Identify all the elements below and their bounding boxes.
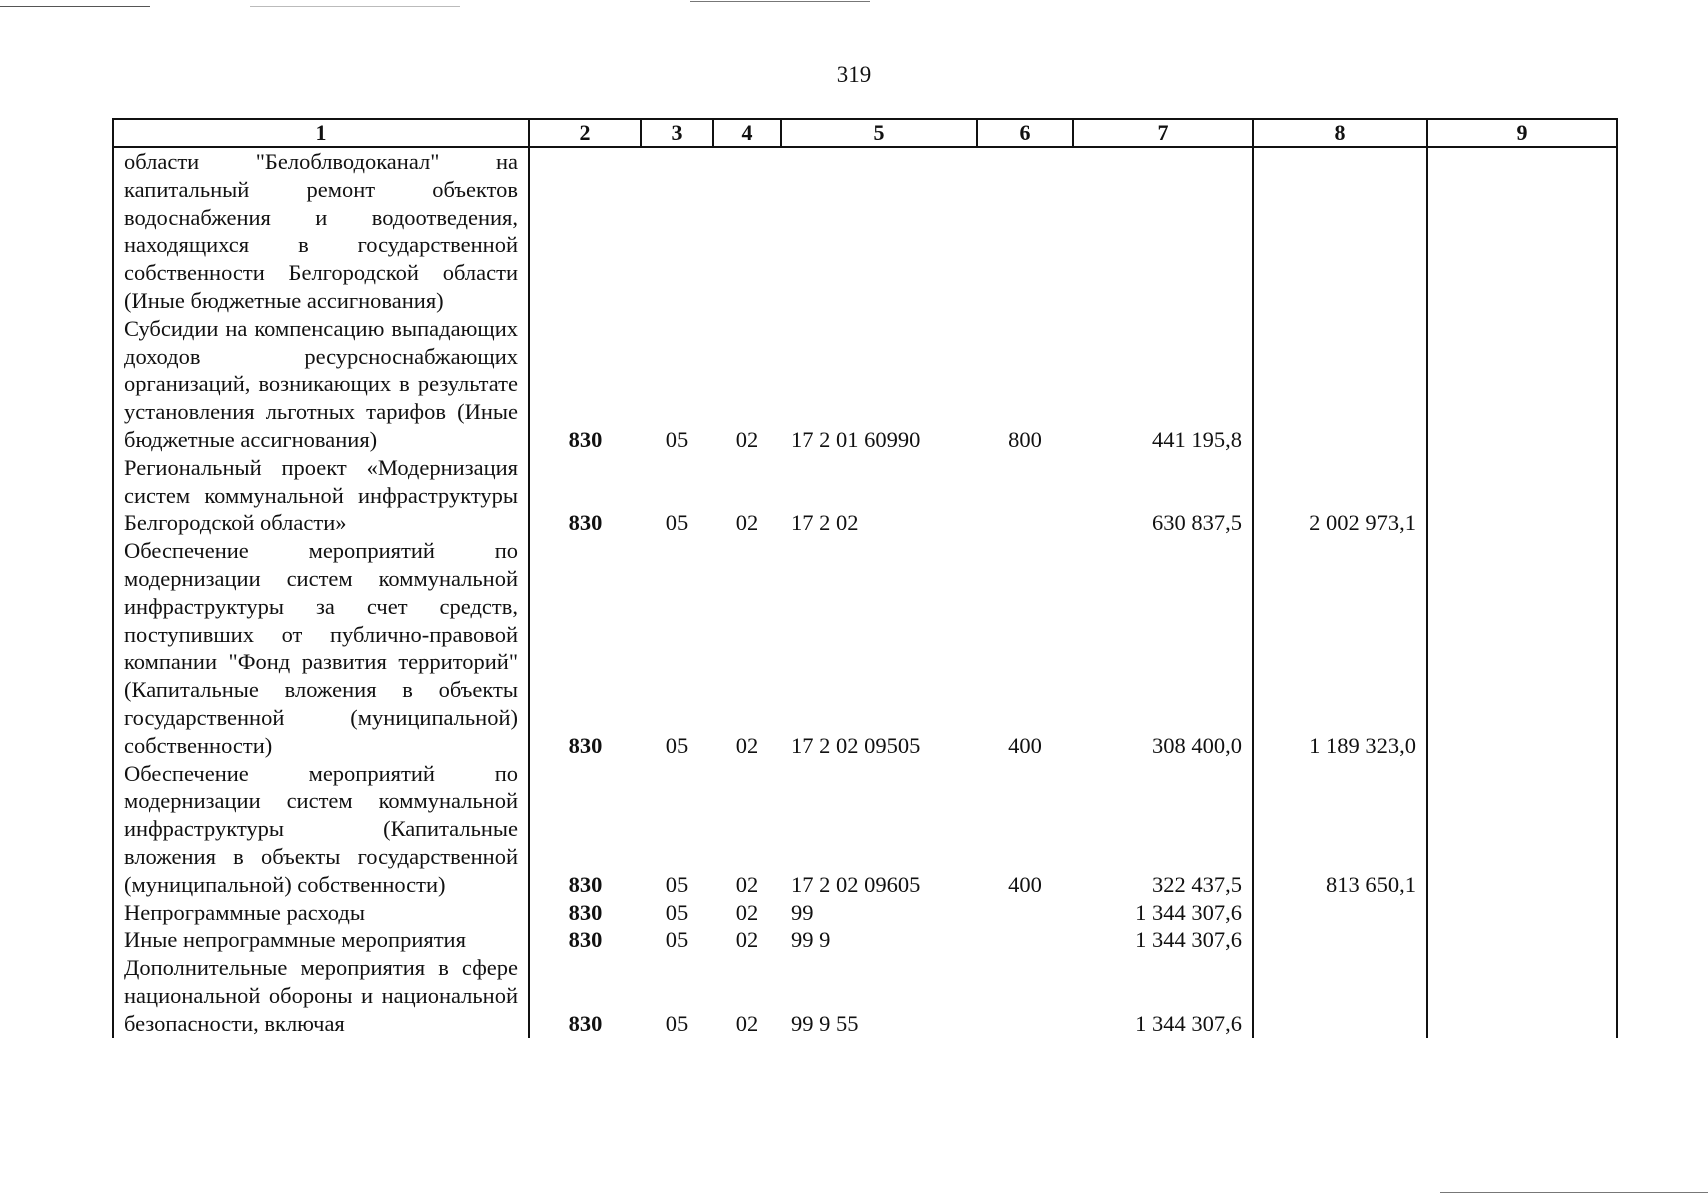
row-amount-2 [1253, 954, 1427, 1037]
scan-artifact-line [250, 6, 460, 7]
column-header: 3 [641, 119, 713, 147]
row-code: 830 [529, 899, 641, 927]
table-row [113, 537, 1617, 759]
row-code [529, 147, 641, 315]
row-name: Региональный проект «Модернизация систем коммунальной инфраструктуры Белгородской области» [113, 454, 529, 537]
row-name: Непрограммные расходы [113, 899, 529, 927]
row-amount [1073, 147, 1253, 315]
column-header: 7 [1073, 119, 1253, 147]
row-amount-2: 813 650,1 [1253, 760, 1427, 899]
row-amount-2 [1253, 315, 1427, 454]
row-name: Дополнительные мероприятия в сфере национальной обороны и национальной безопасности, включая [113, 954, 529, 1037]
row-expense-type: 400 [1008, 871, 1042, 897]
row-amount-3 [1427, 926, 1617, 954]
row-code: 830 [529, 954, 641, 1037]
row-amount-3 [1427, 899, 1617, 927]
row-target-article: 17 2 02 [791, 510, 859, 536]
row-subsection: 02 [735, 426, 759, 452]
column-header: 2 [529, 119, 641, 147]
row-name: Субсидии на компенсацию выпадающих доходов ресурсноснабжающих организаций, возникающих в результате установления льготных тарифов (Иные бюджетные ассигнования) [113, 315, 529, 454]
row-expense-type [977, 147, 1073, 315]
table-header-row [113, 119, 1617, 147]
row-expense-type [977, 454, 1073, 537]
table-row [113, 315, 1617, 454]
column-header: 1 [113, 119, 529, 147]
row-target-article: 17 2 02 09605 [791, 871, 921, 897]
row-name: Обеспечение мероприятий по модернизации систем коммунальной инфраструктуры за счет средств, поступивших от публично-правовой компании "Фонд развития территорий" (Капитальные вложения в объекты государственной (муниципальной) собственности) [113, 537, 529, 759]
row-amount-3 [1427, 537, 1617, 759]
row-section [641, 147, 713, 315]
row-amount-3 [1427, 454, 1617, 537]
table-row [113, 454, 1617, 537]
row-target-article: 17 2 02 09505 [791, 732, 921, 758]
row-section: 05 [665, 871, 689, 897]
row-amount: 1 344 307,6 [1073, 899, 1253, 927]
row-amount-2 [1253, 147, 1427, 315]
column-header: 4 [713, 119, 781, 147]
row-subsection: 02 [735, 899, 759, 925]
row-code: 830 [529, 926, 641, 954]
row-section: 05 [665, 1010, 689, 1036]
row-amount-3 [1427, 147, 1617, 315]
row-subsection: 02 [735, 1010, 759, 1036]
row-amount: 308 400,0 [1073, 537, 1253, 759]
row-amount-2: 2 002 973,1 [1253, 454, 1427, 537]
row-amount: 1 344 307,6 [1073, 926, 1253, 954]
table-row [113, 147, 1617, 315]
row-amount-3 [1427, 315, 1617, 454]
row-expense-type: 800 [1008, 426, 1042, 452]
row-amount-2 [1253, 899, 1427, 927]
row-subsection [713, 147, 781, 315]
row-subsection: 02 [735, 510, 759, 536]
row-amount-2 [1253, 926, 1427, 954]
row-target-article: 99 9 [791, 927, 831, 953]
page-number: 319 [836, 62, 872, 87]
column-header: 5 [781, 119, 977, 147]
row-code: 830 [529, 760, 641, 899]
column-header: 6 [977, 119, 1073, 147]
scan-artifact-line [690, 1, 870, 2]
row-expense-type: 400 [1008, 732, 1042, 758]
row-target-article: 99 9 55 [791, 1010, 859, 1036]
row-section: 05 [665, 927, 689, 953]
table-row [113, 899, 1617, 927]
row-subsection: 02 [735, 732, 759, 758]
row-code: 830 [529, 454, 641, 537]
row-subsection: 02 [735, 927, 759, 953]
row-subsection: 02 [735, 871, 759, 897]
row-section: 05 [665, 510, 689, 536]
column-header: 8 [1253, 119, 1427, 147]
table-row [113, 760, 1617, 899]
row-target-article [781, 147, 977, 315]
row-amount: 1 344 307,6 [1073, 954, 1253, 1037]
row-amount: 441 195,8 [1073, 315, 1253, 454]
scan-artifact-line [1440, 1192, 1708, 1193]
row-expense-type [977, 899, 1073, 927]
row-name: области "Белоблводоканал" на капитальный ремонт объектов водоснабжения и водоотведения, находящихся в государственной собственности Белгородской области (Иные бюджетные ассигнования) [113, 147, 529, 315]
budget-table [112, 118, 1618, 1038]
row-code: 830 [529, 315, 641, 454]
row-section: 05 [665, 426, 689, 452]
row-amount-3 [1427, 760, 1617, 899]
row-expense-type [977, 926, 1073, 954]
row-amount-2: 1 189 323,0 [1253, 537, 1427, 759]
row-name: Иные непрограммные мероприятия [113, 926, 529, 954]
row-amount: 322 437,5 [1073, 760, 1253, 899]
row-section: 05 [665, 732, 689, 758]
row-section: 05 [665, 899, 689, 925]
row-code: 830 [529, 537, 641, 759]
column-header: 9 [1427, 119, 1617, 147]
row-expense-type [977, 954, 1073, 1037]
table-row [113, 954, 1617, 1037]
row-target-article: 17 2 01 60990 [791, 426, 921, 452]
row-name: Обеспечение мероприятий по модернизации систем коммунальной инфраструктуры (Капитальные вложения в объекты государственной (муниципальной) собственности) [113, 760, 529, 899]
row-amount-3 [1427, 954, 1617, 1037]
row-amount: 630 837,5 [1073, 454, 1253, 537]
row-target-article: 99 [791, 899, 814, 925]
table-row [113, 926, 1617, 954]
scan-artifact-line [0, 6, 150, 7]
